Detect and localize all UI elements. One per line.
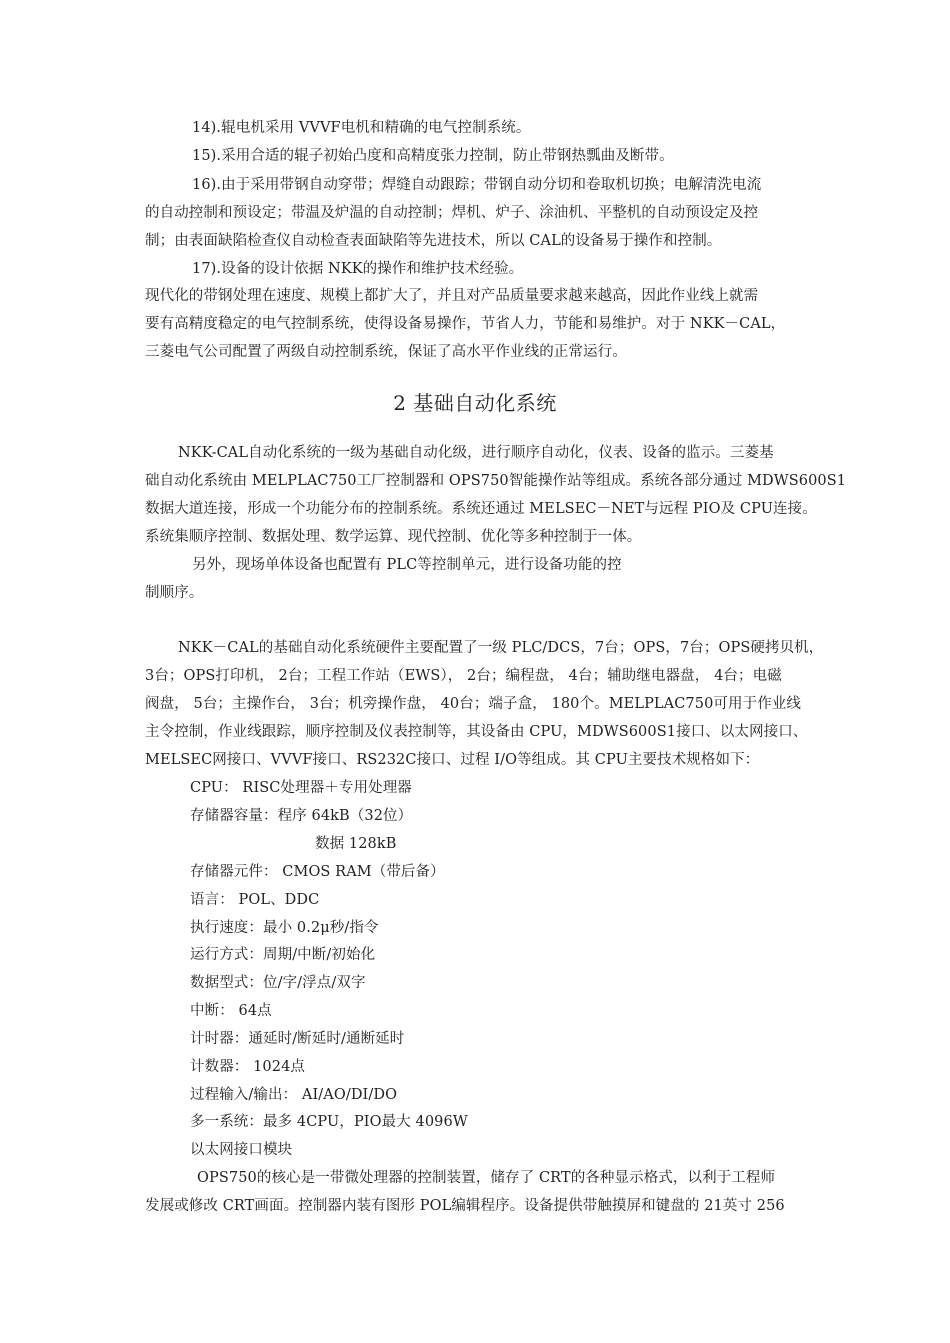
spec-timer: 计时器：通延时/断延时/通断延时	[190, 1031, 405, 1047]
spec-memory-element: 存储器元件： CMOS RAM（带后备）	[190, 864, 445, 880]
spec-language: 语言： POL、DDC	[190, 892, 320, 908]
para3-line: MELSEC网接口、VVVF接口、RS232C接口、过程 I/O等组成。其 CPU主要技术规格如下：	[145, 752, 760, 768]
para3-line: NKK－CAL的基础自动化系统硬件主要配置了一级 PLC/DCS，7台；OPS，7台；OPS硬拷贝机，	[178, 640, 824, 656]
intro-item-17: 17).设备的设计依据 NKK的操作和维护技术经验。	[192, 261, 524, 277]
spec-data-type: 数据型式：位/字/浮点/双字	[190, 975, 366, 991]
intro-item-15: 15).采用合适的辊子初始凸度和高精度张力控制，防止带钢热瓢曲及断带。	[192, 148, 674, 164]
para2-line: 另外，现场单体设备也配置有 PLC等控制单元，进行设备功能的控	[192, 557, 622, 573]
spec-run-mode: 运行方式：周期/中断/初始化	[190, 947, 376, 963]
para1-line: 础自动化系统由 MELPLAC750工厂控制器和 OPS750智能操作站等组成。系统各部分通过 MDWS600S1	[145, 473, 847, 489]
para2-line: 制顺序。	[145, 585, 204, 601]
intro-item-16-cont: 的自动控制和预设定；带温及炉温的自动控制；焊机、炉子、涂油机、平整机的自动预设定及控	[145, 205, 759, 221]
para1-line: NKK-CAL自动化系统的一级为基础自动化级，进行顺序自动化，仪表、设备的监示。三菱基	[178, 445, 774, 461]
para3-line: 阀盘， 5台；主操作台， 3台；机旁操作盘， 40台；端子盒， 180个。MELPLAC750可用于作业线	[145, 696, 801, 712]
section-heading: 2 基础自动化系统	[393, 391, 557, 415]
spec-cpu: CPU： RISC处理器＋专用处理器	[190, 780, 412, 796]
spec-interrupt: 中断： 64点	[190, 1003, 272, 1019]
spec-exec-speed: 执行速度：最小 0.2μ秒/指令	[190, 920, 379, 936]
spec-process-io: 过程输入/输出： AI/AO/DI/DO	[190, 1087, 398, 1103]
para1-line: 系统集顺序控制、数据处理、数学运算、现代控制、优化等多种控制于一体。	[145, 529, 642, 545]
intro-item-16: 16).由于采用带钢自动穿带；焊缝自动跟踪；带钢自动分切和卷取机切换；电解清洗电流	[192, 177, 762, 193]
intro-item-14: 14).辊电机采用 VVVF电机和精确的电气控制系统。	[192, 120, 531, 136]
spec-memory-data: 数据 128kB	[315, 836, 397, 852]
spec-multi-system: 多一系统：最多 4CPU，PIO最大 4096W	[190, 1114, 468, 1130]
para4-line: 发展或修改 CRT画面。控制器内装有图形 POL编辑程序。设备提供带触摸屏和键盘的 21英寸 256	[145, 1198, 785, 1214]
para1-line: 数据大道连接，形成一个功能分布的控制系统。系统还通过 MELSEC－NET与远程 PIO及 CPU连接。	[145, 501, 817, 517]
spec-counter: 计数器： 1024点	[190, 1059, 306, 1075]
intro-paragraph-line: 三菱电气公司配置了两级自动控制系统，保证了高水平作业线的正常运行。	[145, 344, 627, 360]
intro-item-16-cont: 制；由表面缺陷检查仪自动检查表面缺陷等先进技术，所以 CAL的设备易于操作和控制。	[145, 233, 722, 249]
intro-paragraph-line: 现代化的带钢处理在速度、规模上都扩大了，并且对产品质量要求越来越高，因此作业线上就需	[145, 288, 759, 304]
spec-memory-capacity: 存储器容量：程序 64kB（32位）	[190, 808, 413, 824]
para3-line: 3台；OPS打印机， 2台；工程工作站（EWS）， 2台；编程盘， 4台；辅助继电器盘， 4台；电磁	[145, 668, 782, 684]
spec-ethernet: 以太网接口模块	[190, 1142, 293, 1158]
para3-line: 主令控制，作业线跟踪，顺序控制及仪表控制等，其设备由 CPU，MDWS600S1接口、以太网接口、	[145, 724, 808, 740]
intro-paragraph-line: 要有高精度稳定的电气控制系统，使得设备易操作，节省人力，节能和易维护。对于 NKK－CAL，	[145, 316, 786, 332]
para4-line: OPS750的核心是一带微处理器的控制装置，储存了 CRT的各种显示格式，以利于工程师	[197, 1170, 776, 1186]
